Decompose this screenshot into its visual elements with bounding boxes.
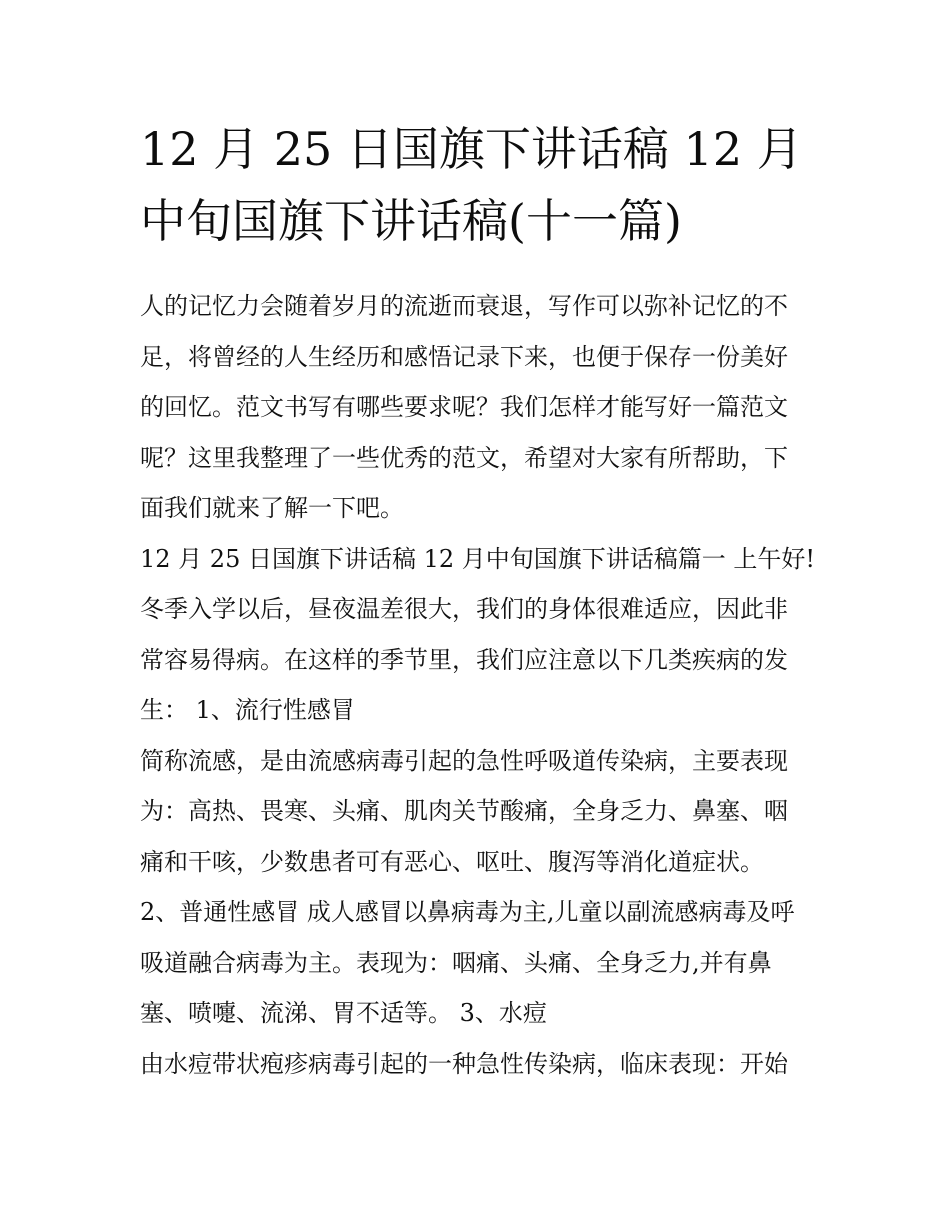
text-line: 人的记忆力会随着岁月的流逝而衰退，写作可以弥补记忆的不 <box>140 292 788 320</box>
text-line: 为：高热、畏寒、头痛、肌肉关节酸痛，全身乏力、鼻塞、咽 <box>140 797 788 825</box>
intro-paragraph <box>140 281 820 534</box>
text-line: 简称流感，是由流感病毒引起的急性呼吸道传染病，主要表现 <box>140 746 788 775</box>
title-line: 中旬国旗下讲话稿(十一篇) <box>140 194 682 248</box>
text-line: 常容易得病。在这样的季节里，我们应注意以下几类疾病的发 <box>140 645 788 674</box>
document-page <box>140 113 820 1089</box>
section-one-paragraph <box>140 534 820 736</box>
flu-paragraph <box>140 736 820 888</box>
chickenpox-paragraph <box>140 1039 820 1090</box>
text-line: 足，将曾经的人生经历和感悟记录下来，也便于保存一份美好 <box>140 342 788 371</box>
text-line: 生： 1、流行性感冒 <box>140 696 355 724</box>
text-line: 呢？这里我整理了一些优秀的范文，希望对大家有所帮助，下 <box>140 443 788 472</box>
title-line: 12 月 25 日国旗下讲话稿 12 月 <box>140 122 803 176</box>
text-line: 痛和干咳，少数患者可有恶心、呕吐、腹泻等消化道症状。 <box>140 847 764 876</box>
text-line: 2、普通性感冒 成人感冒以鼻病毒为主,儿童以副流感病毒及呼 <box>140 898 795 926</box>
text-line: 吸道融合病毒为主。表现为：咽痛、头痛、全身乏力,并有鼻 <box>140 948 772 977</box>
text-line: 面我们就来了解一下吧。 <box>140 494 404 522</box>
page-title <box>140 113 820 257</box>
common-cold-paragraph <box>140 887 820 1039</box>
text-line: 由水痘带状疱疹病毒引起的一种急性传染病，临床表现：开始 <box>140 1049 788 1078</box>
text-line: 12 月 25 日国旗下讲话稿 12 月中旬国旗下讲话稿篇一 上午好! <box>140 544 816 573</box>
text-line: 冬季入学以后，昼夜温差很大，我们的身体很难适应，因此非 <box>140 595 788 623</box>
text-line: 塞、喷嚏、流涕、胃不适等。 3、水痘 <box>140 999 547 1027</box>
text-line: 的回忆。范文书写有哪些要求呢？我们怎样才能写好一篇范文 <box>140 393 788 421</box>
